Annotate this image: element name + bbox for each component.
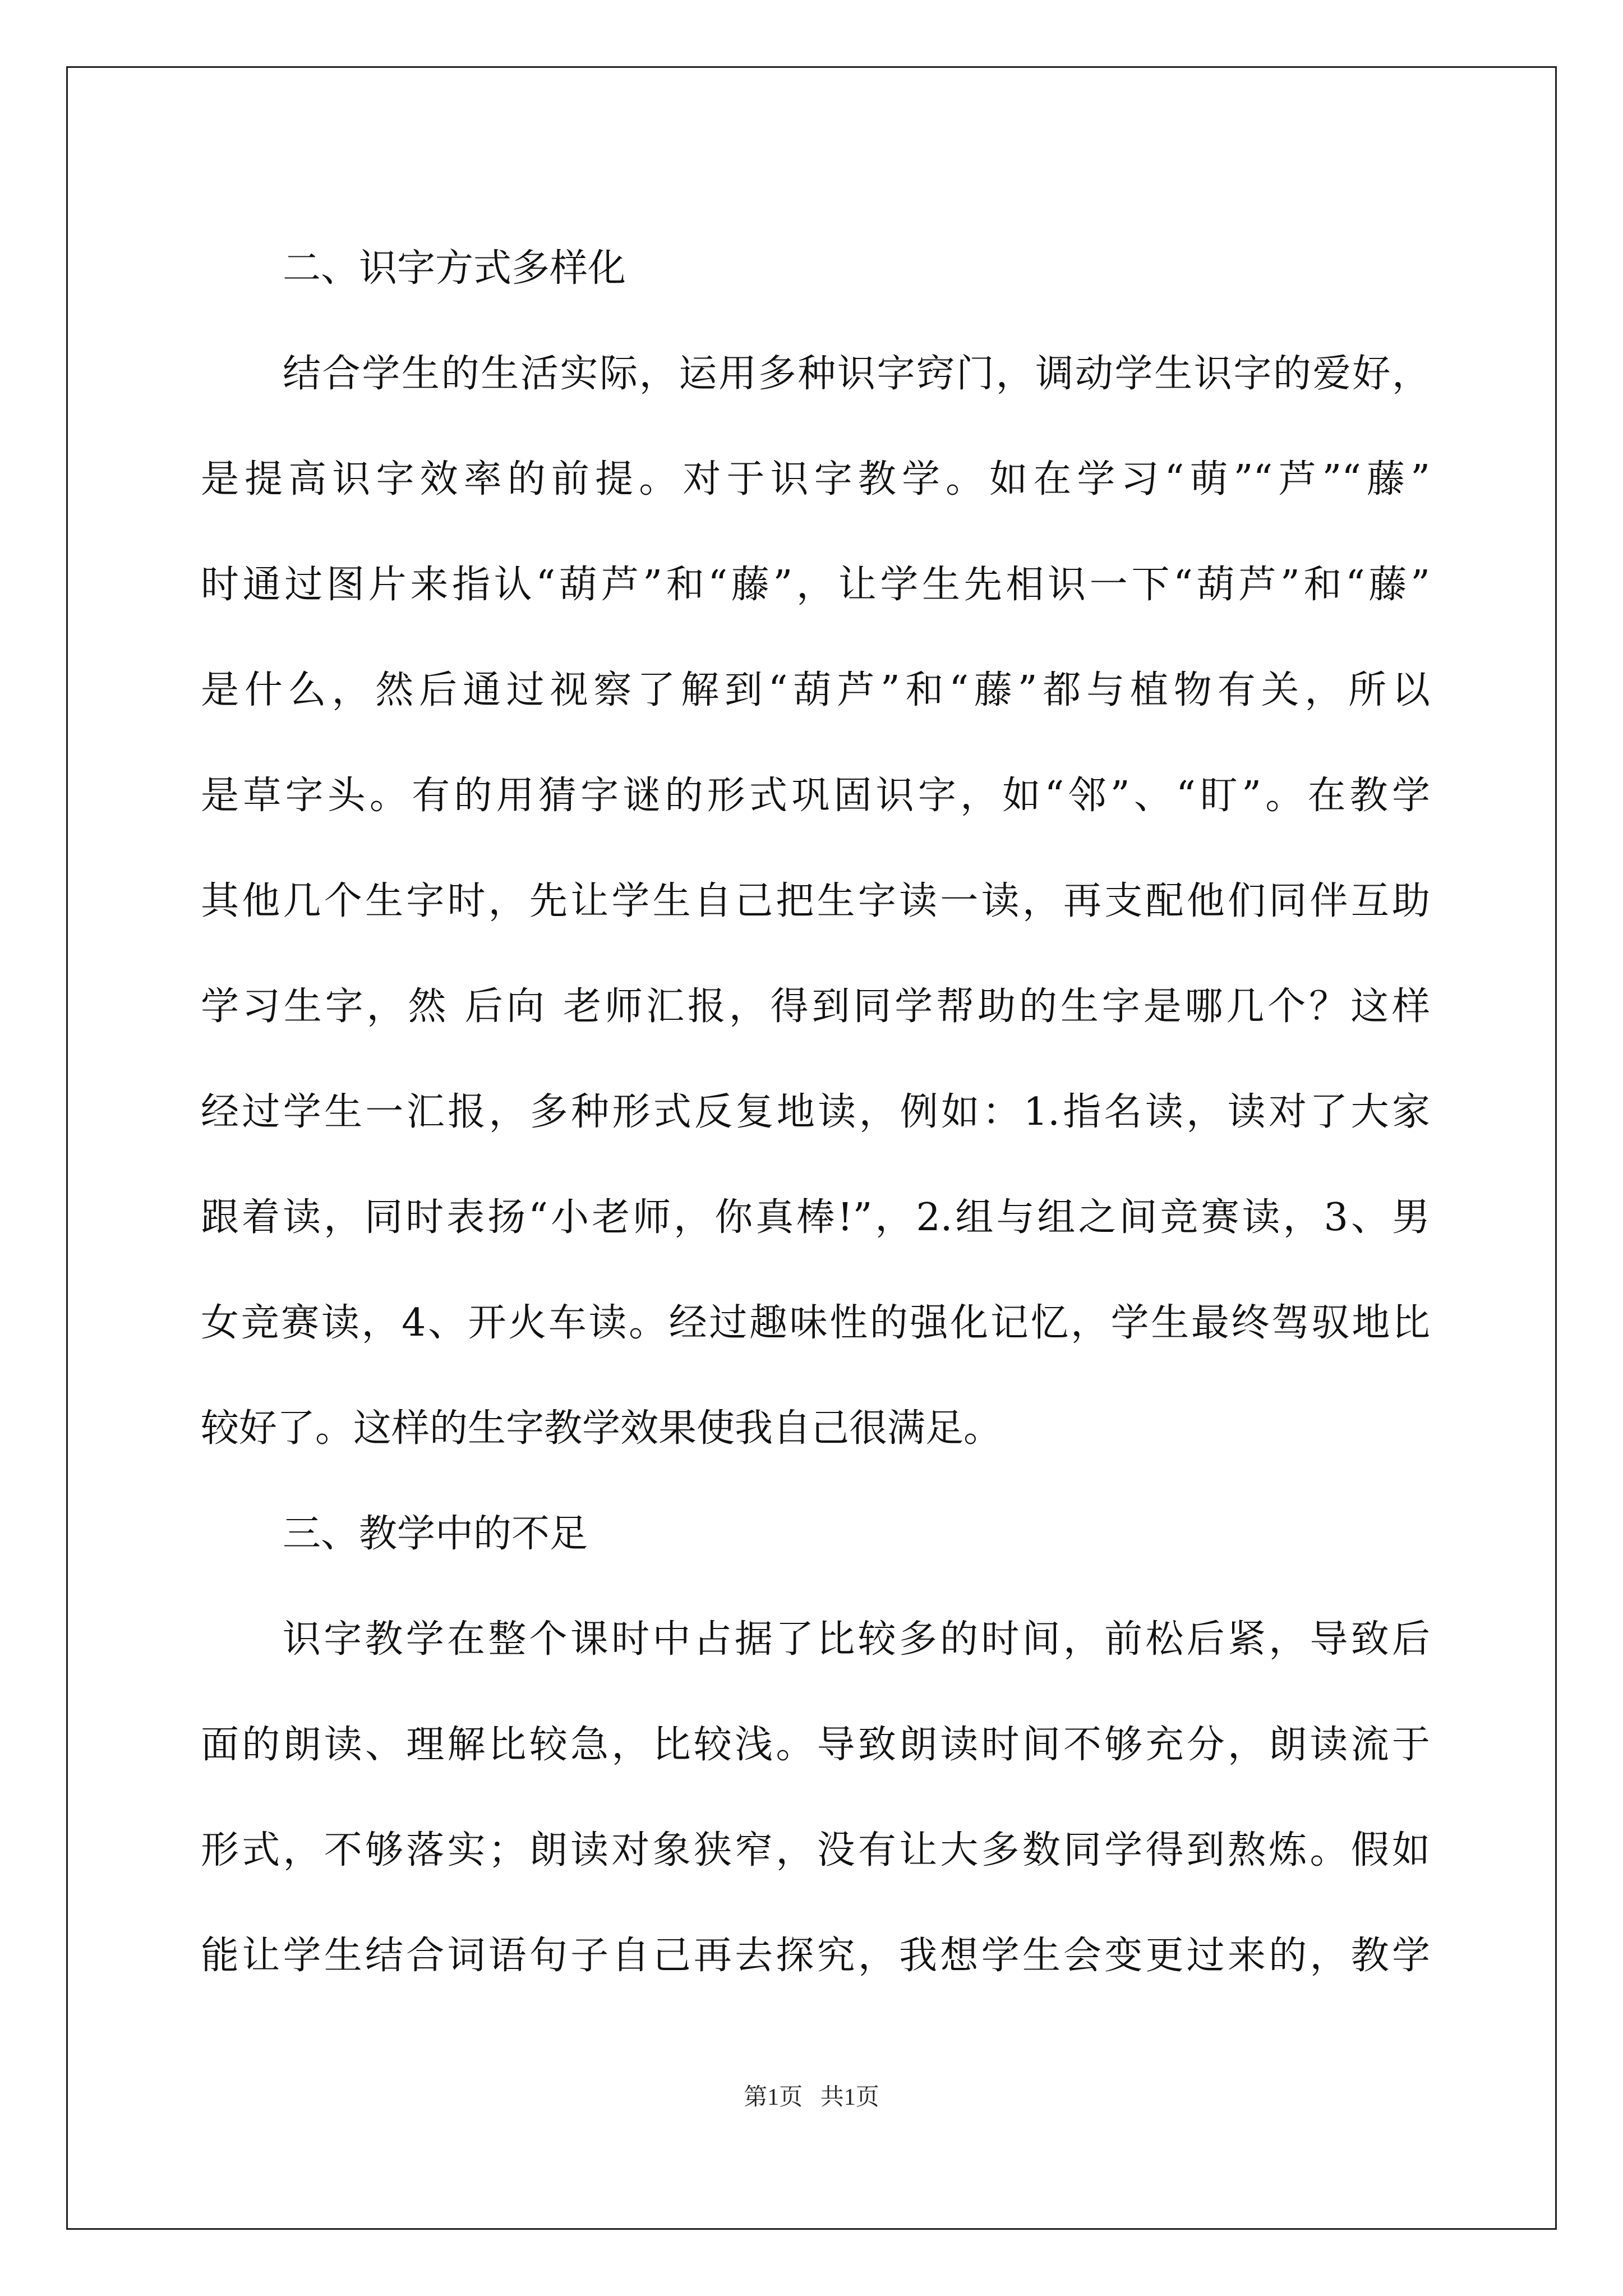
paragraph-line: 识字教学在整个课时中占据了比较多的时间，前松后紧，导致后 <box>283 1617 1430 1662</box>
paragraph-line: 学习生字，然 后向 老师汇报，得到同学帮助的生字是哪几个？这样 <box>201 984 1430 1029</box>
paragraph-line: 女竞赛读，4、开火车读。经过趣味性的强化记忆，学生最终驾驭地比 <box>201 1301 1430 1345</box>
section-heading-3: 三、教学中的不足 <box>283 1512 588 1556</box>
page-footer <box>0 2078 1623 2112</box>
paragraph-line: 时通过图片来指认“葫芦”和“藤”，让学生先相识一下“葫芦”和“藤” <box>201 563 1430 607</box>
paragraph-line: 能让学生结合词语句子自己再去探究，我想学生会变更过来的，教学 <box>201 1934 1430 1978</box>
document-body <box>201 216 1430 2009</box>
paragraph-line: 是草字头。有的用猜字谜的形式巩固识字，如“邻”、“盯”。在教学 <box>201 774 1430 818</box>
paragraph-line: 是什么，然后通过视察了解到“葫芦”和“藤”都与植物有关，所以 <box>201 668 1430 712</box>
paragraph-line: 其他几个生字时，先让学生自己把生字读一读，再支配他们同伴互助 <box>201 879 1430 923</box>
paragraph-line: 经过学生一汇报，多种形式反复地读，例如：1.指名读，读对了大家 <box>201 1090 1430 1134</box>
section-heading-2: 二、识字方式多样化 <box>283 246 626 291</box>
paragraph-line: 较好了。这样的生字教学效果使我自己很满足。 <box>201 1406 1002 1451</box>
paragraph-line: 跟着读，同时表扬“小老师，你真棒!”，2.组与组之间竞赛读，3、男 <box>201 1195 1430 1240</box>
page-number: 第1页 <box>744 2085 803 2110</box>
paragraph-line: 结合学生的生活实际，运用多种识字窍门，调动学生识字的爱好， <box>283 352 1430 396</box>
paragraph-line: 形式，不够落实；朗读对象狭窄，没有让大多数同学得到熬炼。假如 <box>201 1828 1430 1872</box>
page-total: 共1页 <box>820 2085 879 2110</box>
paragraph-line: 是提高识字效率的前提。对于识字教学。如在学习“萌”“芦”“藤” <box>201 457 1430 501</box>
paragraph-line: 面的朗读、理解比较急，比较浅。导致朗读时间不够充分，朗读流于 <box>201 1723 1430 1767</box>
